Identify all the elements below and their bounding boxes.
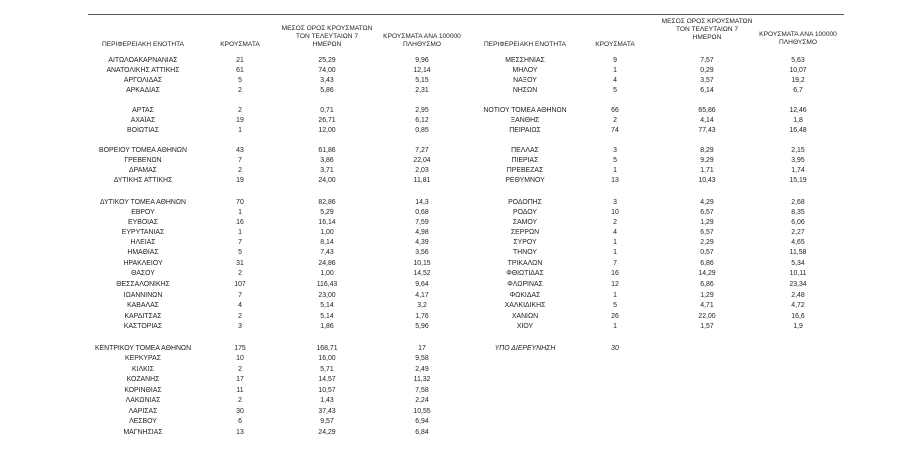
per100k-cell: 6,7 (793, 87, 803, 94)
region-cell: ΦΩΚΙΔΑΣ (509, 292, 541, 299)
per100k-cell: 1,76 (415, 313, 429, 320)
per100k-cell: 2,24 (415, 397, 429, 404)
cases-cell: 30 (236, 408, 244, 415)
cases-cell: 31 (236, 260, 244, 267)
cases-cell: 13 (236, 429, 244, 436)
region-cell: ΦΘΙΩΤΙΔΑΣ (506, 270, 544, 277)
cases-cell: 7 (238, 292, 242, 299)
left-header-cases: ΚΡΟΥΣΜΑΤΑ (220, 41, 260, 48)
avg-cell: 82,86 (318, 199, 336, 206)
cases-cell: 11 (236, 387, 244, 394)
avg-cell: 61,86 (318, 147, 336, 154)
region-cell: ΚΙΛΚΙΣ (132, 366, 154, 373)
avg-cell: 3,57 (700, 77, 714, 84)
per100k-cell: 11,58 (789, 249, 807, 256)
top-rule (88, 14, 844, 15)
region-cell: ΤΡΙΚΑΛΩΝ (507, 260, 543, 267)
region-cell: ΗΛΕΙΑΣ (130, 239, 156, 246)
region-cell: ΠΡΕΒΕΖΑΣ (506, 167, 544, 174)
cases-cell: 16 (236, 219, 244, 226)
per100k-cell: 6,84 (415, 429, 429, 436)
avg-cell: 4,71 (700, 302, 714, 309)
avg-cell: 3,43 (320, 77, 334, 84)
avg-cell: 5,14 (320, 313, 334, 320)
per100k-cell: 11,81 (413, 177, 431, 184)
per100k-cell: 15,19 (789, 177, 807, 184)
per100k-cell: 3,56 (415, 249, 429, 256)
avg-cell: 1,00 (320, 270, 334, 277)
cases-cell: 7 (238, 157, 242, 164)
cases-cell: 1 (238, 229, 242, 236)
region-cell: ΝΑΞΟΥ (513, 77, 537, 84)
cases-cell: 2 (238, 397, 242, 404)
avg-cell: 26,71 (318, 117, 336, 124)
per100k-cell: 10,11 (789, 270, 807, 277)
avg-cell: 16,14 (318, 219, 336, 226)
avg-cell: 3,71 (320, 167, 334, 174)
per100k-cell: 11,32 (413, 376, 431, 383)
per100k-cell: 5,15 (415, 77, 429, 84)
region-cell: ΔΥΤΙΚΗΣ ΑΤΤΙΚΗΣ (113, 177, 173, 184)
avg-cell: 6,57 (700, 209, 714, 216)
cases-cell: 16 (611, 270, 619, 277)
per100k-cell: 2,49 (415, 366, 429, 373)
avg-cell: 10,57 (318, 387, 336, 394)
per100k-cell: 10,15 (413, 260, 431, 267)
region-cell: ΓΡΕΒΕΝΩΝ (124, 157, 162, 164)
per100k-cell: 4,17 (415, 292, 429, 299)
per100k-cell: 2,27 (791, 229, 805, 236)
cases-cell: 2 (238, 107, 242, 114)
avg-cell: 65,86 (698, 107, 716, 114)
cases-cell: 10 (236, 355, 244, 362)
left-header-avg: ΜΕΣΟΣ ΟΡΟΣ ΚΡΟΥΣΜΑΤΩΝ ΤΟΝ ΤΕΛΕΥΤΑΙΩΝ 7 ΗΜΕΡΩΝ (281, 25, 373, 48)
region-cell: ΠΕΛΛΑΣ (511, 147, 539, 154)
avg-cell: 22,00 (698, 313, 716, 320)
per100k-cell: 5,34 (791, 260, 805, 267)
per100k-cell: 4,98 (415, 229, 429, 236)
region-cell: ΤΗΝΟΥ (513, 249, 537, 256)
avg-cell: 5,71 (320, 366, 334, 373)
avg-cell: 23,00 (318, 292, 336, 299)
region-cell: ΝΗΣΩΝ (512, 87, 538, 94)
avg-cell: 0,57 (700, 249, 714, 256)
avg-cell: 168,71 (316, 345, 338, 352)
avg-cell: 25,29 (318, 57, 336, 64)
per100k-cell: 12,46 (789, 107, 807, 114)
avg-cell: 12,00 (318, 127, 336, 134)
avg-cell: 1,57 (700, 323, 714, 330)
cases-cell: 2 (238, 366, 242, 373)
cases-cell: 13 (611, 177, 619, 184)
cases-cell: 1 (613, 67, 617, 74)
cases-cell: 5 (613, 302, 617, 309)
avg-cell: 77,43 (698, 127, 716, 134)
per100k-cell: 16,6 (791, 313, 805, 320)
cases-cell: 4 (238, 302, 242, 309)
region-cell: ΚΕΝΤΡΙΚΟΥ ΤΟΜΕΑ ΑΘΗΝΩΝ (94, 345, 192, 352)
cases-cell: 3 (613, 147, 617, 154)
cases-cell: 66 (611, 107, 619, 114)
cases-cell: 43 (236, 147, 244, 154)
left-header-region: ΠΕΡΙΦΕΡΕΙΑΚΗ ΕΝΟΤΗΤΑ (101, 41, 185, 48)
region-cell: ΘΕΣΣΑΛΟΝΙΚΗΣ (116, 281, 170, 288)
cases-cell: 26 (611, 313, 619, 320)
cases-cell: 7 (613, 260, 617, 267)
per100k-cell: 6,94 (415, 418, 429, 425)
cases-cell: 7 (238, 239, 242, 246)
per100k-cell: 2,31 (415, 87, 429, 94)
region-cell: ΜΕΣΣΗΝΙΑΣ (505, 57, 545, 64)
region-cell: ΚΟΖΑΝΗΣ (126, 376, 160, 383)
per100k-cell: 2,68 (791, 199, 805, 206)
cases-cell: 19 (236, 177, 244, 184)
region-cell: ΑΡΚΑΔΙΑΣ (126, 87, 160, 94)
cases-cell: 1 (238, 127, 242, 134)
cases-cell: 2 (613, 219, 617, 226)
cases-cell: 17 (236, 376, 244, 383)
avg-cell: 24,29 (318, 429, 336, 436)
per100k-cell: 16,48 (789, 127, 807, 134)
region-cell: ΗΜΑΘΙΑΣ (127, 249, 159, 256)
avg-cell: 7,57 (700, 57, 714, 64)
per100k-cell: 5,96 (415, 323, 429, 330)
region-cell: ΣΑΜΟΥ (512, 219, 538, 226)
per100k-cell: 0,68 (415, 209, 429, 216)
per100k-cell: 14,52 (413, 270, 431, 277)
per100k-cell: 10,07 (789, 67, 807, 74)
region-cell: ΡΟΔΟΠΗΣ (508, 199, 542, 206)
cases-cell: 4 (613, 229, 617, 236)
right-header-cases: ΚΡΟΥΣΜΑΤΑ (595, 41, 635, 48)
region-cell: ΛΑΚΩΝΙΑΣ (125, 397, 161, 404)
region-cell: ΜΗΛΟΥ (512, 67, 538, 74)
region-cell: ΗΡΑΚΛΕΙΟΥ (123, 260, 163, 267)
per100k-cell: 8,35 (791, 209, 805, 216)
region-cell: ΑΙΤΩΛΟΑΚΑΡΝΑΝΙΑΣ (108, 57, 178, 64)
avg-cell: 6,86 (700, 260, 714, 267)
avg-cell: 0,71 (320, 107, 334, 114)
cases-cell: 175 (234, 345, 246, 352)
region-cell: ΧΑΝΙΩΝ (511, 313, 539, 320)
region-cell: ΧΑΛΚΙΔΙΚΗΣ (504, 302, 546, 309)
avg-cell: 1,29 (700, 292, 714, 299)
cases-cell: 1 (613, 323, 617, 330)
per100k-cell: 9,64 (415, 281, 429, 288)
per100k-cell: 0,85 (415, 127, 429, 134)
cases-cell: 21 (236, 57, 244, 64)
region-cell: ΡΕΘΥΜΝΟΥ (505, 177, 545, 184)
region-cell: ΚΑΡΔΙΤΣΑΣ (124, 313, 162, 320)
region-cell: ΜΑΓΝΗΣΙΑΣ (123, 429, 163, 436)
per100k-cell: 10,55 (413, 408, 431, 415)
region-cell: ΔΥΤΙΚΟΥ ΤΟΜΕΑ ΑΘΗΝΩΝ (99, 199, 186, 206)
per100k-cell: 2,15 (791, 147, 805, 154)
region-cell: ΚΟΡΙΝΘΙΑΣ (124, 387, 162, 394)
cases-cell: 6 (238, 418, 242, 425)
avg-cell: 10,43 (698, 177, 716, 184)
avg-cell: 1,00 (320, 229, 334, 236)
per100k-cell: 6,06 (791, 219, 805, 226)
region-cell: ΕΥΡΥΤΑΝΙΑΣ (121, 229, 165, 236)
per100k-cell: 9,58 (415, 355, 429, 362)
right-header-avg: ΜΕΣΟΣ ΟΡΟΣ ΚΡΟΥΣΜΑΤΩΝ ΤΟΝ ΤΕΛΕΥΤΑΙΩΝ 7 ΗΜΕΡΩΝ (661, 18, 753, 41)
avg-cell: 16,00 (318, 355, 336, 362)
avg-cell: 5,29 (320, 209, 334, 216)
avg-cell: 7,43 (320, 249, 334, 256)
region-cell: ΥΠΟ ΔΙΕΡΕΥΝΗΣΗ (494, 345, 556, 352)
cases-cell: 10 (611, 209, 619, 216)
cases-cell: 70 (236, 199, 244, 206)
cases-cell: 5 (613, 157, 617, 164)
right-header-region: ΠΕΡΙΦΕΡΕΙΑΚΗ ΕΝΟΤΗΤΑ (483, 41, 567, 48)
left-header-per100k: ΚΡΟΥΣΜΑΤΑ ΑΝΑ 100000 ΠΛΗΘΥΣΜΟ (383, 33, 461, 48)
region-cell: ΑΧΑΪΑΣ (130, 117, 156, 124)
cases-cell: 30 (611, 345, 619, 352)
avg-cell: 6,86 (700, 281, 714, 288)
per100k-cell: 9,96 (415, 57, 429, 64)
per100k-cell: 12,14 (413, 67, 431, 74)
avg-cell: 74,00 (318, 67, 336, 74)
per100k-cell: 1,74 (791, 167, 805, 174)
region-cell: ΡΟΔΟΥ (512, 209, 537, 216)
cases-cell: 2 (613, 117, 617, 124)
cases-cell: 5 (238, 249, 242, 256)
cases-cell: 5 (613, 87, 617, 94)
avg-cell: 0,29 (700, 67, 714, 74)
region-cell: ΑΡΓΟΛΙΔΑΣ (123, 77, 163, 84)
region-cell: ΚΑΒΑΛΑΣ (127, 302, 159, 309)
avg-cell: 5,14 (320, 302, 334, 309)
cases-cell: 9 (613, 57, 617, 64)
region-cell: ΕΥΒΟΙΑΣ (128, 219, 158, 226)
per100k-cell: 23,34 (789, 281, 807, 288)
cases-cell: 1 (613, 167, 617, 174)
per100k-cell: 17 (418, 345, 426, 352)
per100k-cell: 3,2 (417, 302, 427, 309)
per100k-cell: 22,04 (413, 157, 431, 164)
avg-cell: 9,57 (320, 418, 334, 425)
region-cell: ΔΡΑΜΑΣ (129, 167, 157, 174)
cases-cell: 3 (238, 323, 242, 330)
per100k-cell: 6,12 (415, 117, 429, 124)
cases-cell: 61 (236, 67, 244, 74)
avg-cell: 4,14 (700, 117, 714, 124)
region-cell: ΘΑΣΟΥ (131, 270, 155, 277)
region-cell: ΞΑΝΘΗΣ (510, 117, 540, 124)
cases-cell: 12 (611, 281, 619, 288)
region-cell: ΒΟΙΩΤΙΑΣ (126, 127, 159, 134)
avg-cell: 1,71 (700, 167, 714, 174)
cases-cell: 3 (613, 199, 617, 206)
avg-cell: 14,57 (318, 376, 336, 383)
avg-cell: 4,29 (700, 199, 714, 206)
per100k-cell: 19,2 (791, 77, 805, 84)
cases-cell: 107 (234, 281, 246, 288)
avg-cell: 1,29 (700, 219, 714, 226)
avg-cell: 6,14 (700, 87, 714, 94)
region-cell: ΦΛΩΡΙΝΑΣ (507, 281, 543, 288)
cases-cell: 1 (613, 292, 617, 299)
avg-cell: 37,43 (318, 408, 336, 415)
per100k-cell: 4,39 (415, 239, 429, 246)
region-cell: ΛΑΡΙΣΑΣ (128, 408, 158, 415)
region-cell: ΑΡΤΑΣ (132, 107, 154, 114)
region-cell: ΠΙΕΡΙΑΣ (511, 157, 539, 164)
cases-cell: 2 (238, 313, 242, 320)
per100k-cell: 7,27 (415, 147, 429, 154)
cases-cell: 2 (238, 167, 242, 174)
region-cell: ΙΩΑΝΝΙΝΩΝ (123, 292, 163, 299)
region-cell: ΧΙΟΥ (516, 323, 534, 330)
avg-cell: 2,29 (700, 239, 714, 246)
avg-cell: 24,00 (318, 177, 336, 184)
avg-cell: 1,43 (320, 397, 334, 404)
per100k-cell: 7,58 (415, 387, 429, 394)
cases-cell: 4 (613, 77, 617, 84)
avg-cell: 14,29 (698, 270, 716, 277)
region-cell: ΣΥΡΟΥ (513, 239, 537, 246)
avg-cell: 24,86 (318, 260, 336, 267)
region-cell: ΕΒΡΟΥ (131, 209, 155, 216)
per100k-cell: 2,03 (415, 167, 429, 174)
avg-cell: 5,86 (320, 87, 334, 94)
region-cell: ΚΑΣΤΟΡΙΑΣ (123, 323, 163, 330)
avg-cell: 8,14 (320, 239, 334, 246)
avg-cell: 8,29 (700, 147, 714, 154)
cases-cell: 19 (236, 117, 244, 124)
avg-cell: 1,86 (320, 323, 334, 330)
region-cell: ΠΕΙΡΑΙΩΣ (509, 127, 541, 134)
region-cell: ΚΕΡΚΥΡΑΣ (125, 355, 161, 362)
region-cell: ΒΟΡΕΙΟΥ ΤΟΜΕΑ ΑΘΗΝΩΝ (99, 147, 187, 154)
avg-cell: 3,86 (320, 157, 334, 164)
per100k-cell: 1,8 (793, 117, 803, 124)
region-cell: ΝΟΤΙΟΥ ΤΟΜΕΑ ΑΘΗΝΩΝ (483, 107, 567, 114)
per100k-cell: 2,48 (791, 292, 805, 299)
cases-cell: 2 (238, 270, 242, 277)
per100k-cell: 2,95 (415, 107, 429, 114)
per100k-cell: 3,95 (791, 157, 805, 164)
cases-cell: 1 (238, 209, 242, 216)
avg-cell: 116,43 (316, 281, 338, 288)
cases-cell: 1 (613, 239, 617, 246)
cases-cell: 2 (238, 87, 242, 94)
per100k-cell: 4,65 (791, 239, 805, 246)
per100k-cell: 14,3 (415, 199, 429, 206)
region-cell: ΛΕΣΒΟΥ (129, 418, 157, 425)
region-cell: ΑΝΑΤΟΛΙΚΗΣ ΑΤΤΙΚΗΣ (106, 67, 180, 74)
per100k-cell: 5,63 (791, 57, 805, 64)
cases-cell: 1 (613, 249, 617, 256)
cases-cell: 74 (611, 127, 619, 134)
cases-cell: 5 (238, 77, 242, 84)
right-header-per100k: ΚΡΟΥΣΜΑΤΑ ΑΝΑ 100000 ΠΛΗΘΥΣΜΟ (759, 31, 837, 46)
per100k-cell: 1,9 (793, 323, 803, 330)
region-cell: ΣΕΡΡΩΝ (510, 229, 540, 236)
per100k-cell: 4,72 (791, 302, 805, 309)
per100k-cell: 7,59 (415, 219, 429, 226)
avg-cell: 9,29 (700, 157, 714, 164)
avg-cell: 6,57 (700, 229, 714, 236)
